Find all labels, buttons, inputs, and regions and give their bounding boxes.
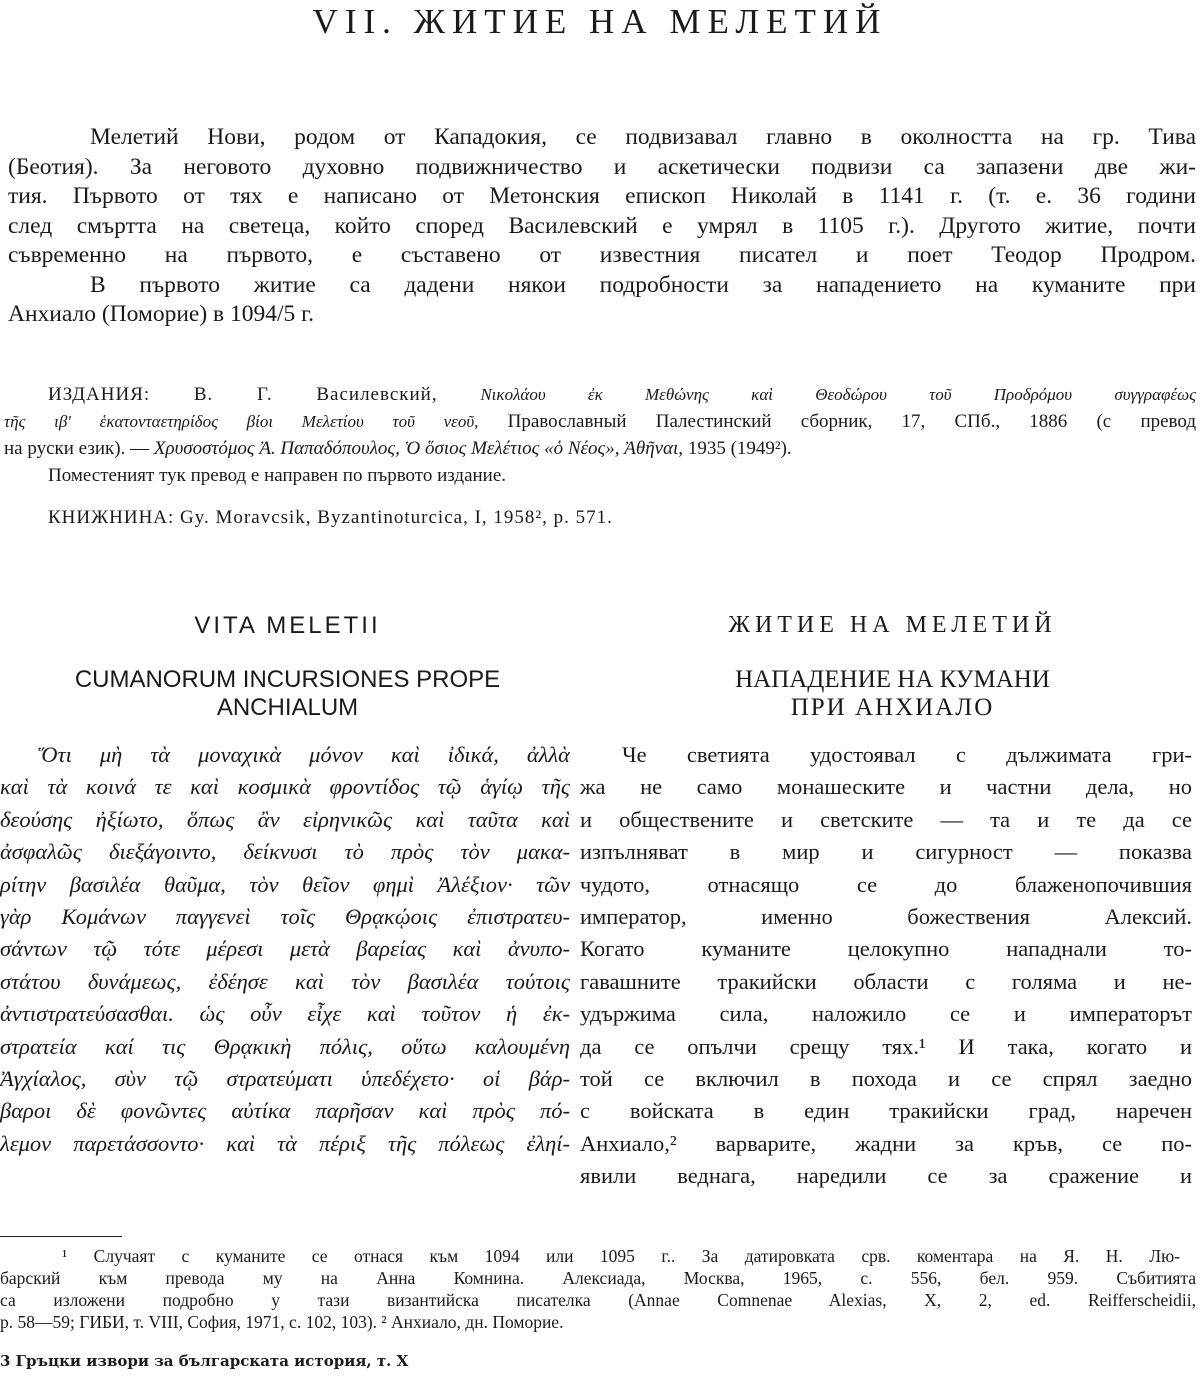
greek-text-line: σάντων τῷ τότε μέρεσι μετὰ βαρείας καὶ ἀνυπο- [0,936,570,962]
greek-text-line: γὰρ Κομάνων παγγενεὶ τοῖς Θρᾳκῴοις ἐπιστρατευ- [0,904,570,929]
translation-line: удържима сила, наложило се и императорът [580,1001,1192,1027]
greek-text-line: στρατεία καί τις Θρᾳκικὴ πόλις, οὕτω καλουμένη [0,1033,570,1059]
greek-text-line: στάτου δυνάμεως, ἐδέησε καὶ τὸν βασιλέα τούτοις [0,968,570,994]
greek-text-line: Ἀγχίαλος, σὺν τῷ στρατεύματι ὑπεδέχετο· οἱ βάρ- [0,1066,570,1091]
greek-text-line: καὶ τὰ κοινά τε καὶ κοσμικὰ φροντίδος τῷ ἁγίῳ τῆς [0,774,570,800]
translation-line: чудото, отнасящо се до блаженопочившия [580,871,1192,897]
translation-line: Че светията удостоявал с дължимата гри- [622,742,1192,767]
greek-text-line: δεούσης ἠξίωτο, ὅπως ἂν εἰρηνικῶς καὶ ταῦτα καὶ [0,806,570,832]
right-subheading-1: НАПАДЕНИЕ НА КУМАНИ [735,666,1050,693]
edition-year: 1935 (1949²). [687,438,792,459]
translation-line: с войската в един тракийски град, наречен [580,1098,1192,1124]
translation-line: Анхиало,² варварите, жадни за кръв, се по- [580,1130,1192,1156]
right-heading: ЖИТИЕ НА МЕЛЕТИЙ [728,612,1057,638]
translation-line: и обществените и светските — та и те да се [580,806,1192,832]
footnote-line: ¹ Случаят с куманите се отнася към 1094 или 1095 г.. За датировката срв. коментара на Я. Н. Лю- [62,1246,1180,1266]
editions-label: ИЗДАНИЯ: В. Г. Василевский, [48,384,438,405]
intro-line: тия. Първото от тях е написано от Метонския епископ Николай в 1141 г. (т. е. 36 години [8,183,1196,209]
translation-line: император, именно божествения Алексий. [580,904,1192,929]
greek-title-cont: τῆς ιβ' ἑκατονταετηρίδος βίοι Μελετίου τοῦ νεοῦ, [4,412,479,431]
edition-note: на руски език). — [4,438,150,459]
greek-text-line: βαροι δὲ φονῶντες αὐτίκα παρῆσαν καὶ πρὸς πό- [0,1098,570,1124]
footnote-line: барский към превода му на Анна Комнина. Алексиада, Москва, 1965, с. 556, бел. 959. Събитията [0,1268,1196,1288]
greek-text-line: ρίτην βασιλέα θαῦμα, τὸν θεῖον φημὶ Ἀλέξιον· τῶν [0,871,570,897]
right-subheading [585,666,1200,722]
intro-line: съвременно на първото, е съставено от известния писател и поет Теодор Продром. [8,242,1196,268]
footnote-line: p. 58—59; ГИБИ, т. VIII, София, 1971, с. 102, 103). ² Анхиало, дн. Поморие. [0,1312,564,1332]
running-footer: 3 Гръцки извори за българската история, т. X [0,1352,409,1370]
left-subheading-2: ANCHIALUM [216,694,359,721]
translation-line: да се опълчи срещу тях.¹ И така, когато и [580,1033,1192,1059]
translation-line: изпълняват в мир и сигурност — показва [580,839,1192,865]
intro-line: след смъртта на светеца, който според Василевский е умрял в 1105 г.). Другото житие, почти [8,212,1196,239]
greek-text-line: λεμον παρετάσσοντο· καὶ τὰ πέριξ τῆς πόλεως ἐληί- [0,1130,570,1156]
left-subheading-1: CUMANORUM INCURSIONES PROPE [74,666,501,693]
footnote-rule [0,1236,122,1237]
translation-line: гавашните тракийски области с голяма и не- [580,968,1192,994]
editions-line-1 [48,384,1196,406]
right-subheading-2: ПРИ АНХИАЛО [790,694,995,721]
chapter-title: VII. ЖИТИЕ НА МЕЛЕТИЙ [312,2,888,41]
intro-line: (Беотия). За неговото духовно подвижничество и аскетически подвизи са запазени две жи- [8,153,1196,180]
greek-edition: Χρυσοστόμος Ἀ. Παπαδόπουλος, Ὁ ὅσιος Μελέτιος «ὁ Νέος», Ἀθῆναι, [153,438,684,459]
translation-line: Когато куманите целокупно нападнали то- [580,936,1192,962]
translation-line: жа не само монашеските и частни дела, но [580,774,1192,800]
translation-line: явили веднага, наредили се за сражение и [580,1163,1192,1189]
footnote-line: са изложени подробно у тази византийска писателка (Annae Comnenae Alexias, X, 2, ed. Reifferscheidii, [0,1290,1196,1310]
intro-line: В първото житие са дадени някои подробности за нападението на куманите при [90,271,1196,298]
translation-note: Поместеният тук превод е направен по първото издание. [48,465,507,486]
intro-line: Анхиало (Поморие) в 1094/5 г. [8,301,315,327]
left-heading: VITA MELETII [194,612,381,639]
greek-text-line: Ὅτι μὴ τὰ μοναχικὰ μόνον καὶ ἰδικά, ἀλλὰ [38,742,570,767]
greek-text-line: ἀσφαλῶς διεξάγοιντο, δείκνυσι τὸ πρὸς τὸν μακα- [0,839,570,865]
editions-line-2 [4,411,1196,433]
left-subheading [0,666,575,722]
greek-title: Νικολάου ἐκ Μεθώνης καὶ Θεοδώρου τοῦ Προδρόμου συγγραφέως [480,385,1196,404]
intro-line: Мелетий Нови, родом от Кападокия, се подвизавал главно в околността на гр. Тива [90,124,1196,150]
edition-citation: Православный Палестинский сборник, 17, СПб., 1886 (с превод [507,411,1196,432]
greek-text-line: ἀντιστρατεύσασθαι. ὡς οὖν εἶχε καὶ τοῦτον ἡ ἐκ- [0,1001,570,1027]
literature-line: КНИЖНИНА: Gy. Moravcsik, Byzantinoturcica, I, 1958², p. 571. [48,507,613,528]
editions-line-3 [4,438,1196,460]
translation-line: той се включил в похода и се спрял заедно [580,1066,1192,1091]
